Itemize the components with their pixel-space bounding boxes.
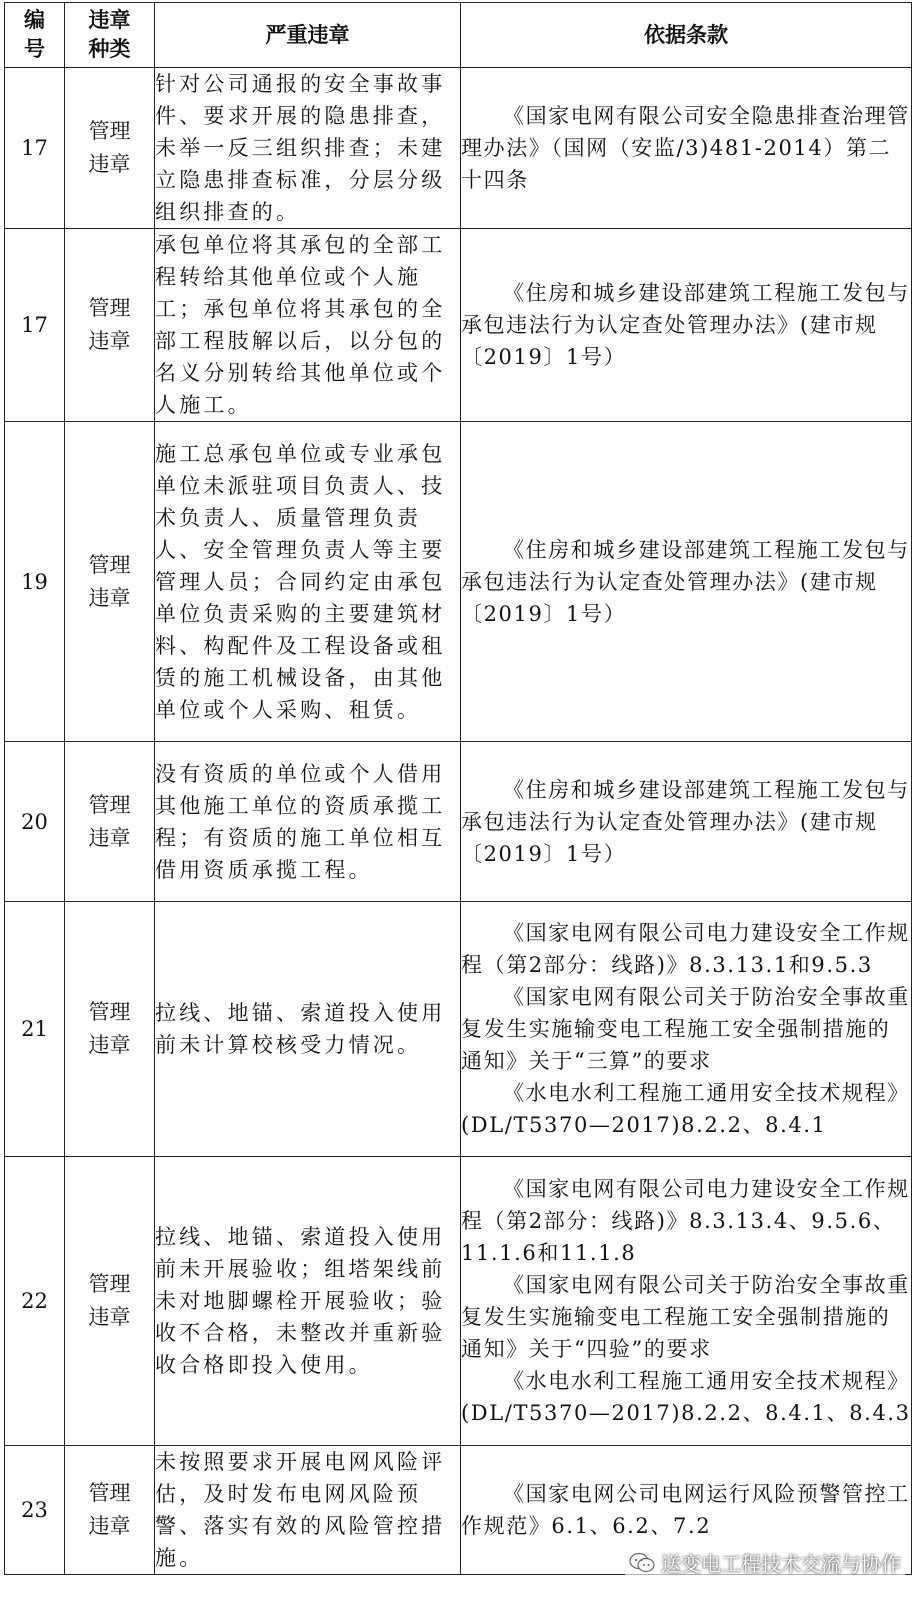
violation-type [65, 742, 155, 902]
row-number: 22 [5, 1157, 65, 1446]
violation-type [65, 1446, 155, 1575]
violation-type-line: 管理 [88, 792, 131, 817]
violation-type [65, 1157, 155, 1446]
basis-paragraph: 《住房和城乡建设部建筑工程施工发包与承包违法行为认定查处管理办法》(建市规〔2019〕1号） [461, 537, 910, 626]
table-row [5, 1157, 912, 1446]
row-number: 23 [5, 1446, 65, 1575]
violation-table [4, 2, 912, 1575]
table-row [5, 902, 912, 1157]
violation-type-line: 违章 [88, 1033, 131, 1057]
violation-type-line: 违章 [88, 152, 131, 176]
violation-type [65, 229, 155, 422]
basis-paragraph: 《水电水利工程施工通用安全技术规程》(DL/T5370—2017)8.2.2、8.4.1、8.4.3 [461, 1369, 911, 1425]
basis-paragraph: 《住房和城乡建设部建筑工程施工发包与承包违法行为认定查处管理办法》(建市规〔2019〕1号） [461, 281, 910, 369]
serious-violation-text: 承包单位将其承包的全部工程转给其他单位或个人施工；承包单位将其承包的全部工程肢解以后，以分包的名义分别转给其他单位或个人施工。 [155, 229, 461, 422]
violation-type [65, 422, 155, 742]
violation-type-line: 违章 [88, 585, 131, 610]
watermark-text: 送变电工程技术交流与协作 [661, 1552, 901, 1576]
wechat-icon [629, 1552, 655, 1574]
row-number: 17 [5, 229, 65, 422]
table-row [5, 68, 912, 229]
basis-paragraph: 《国家电网有限公司电力建设安全工作规程（第2部分：线路)》8.3.13.4、9.5.6、11.1.6和11.1.8 [461, 1177, 910, 1265]
basis-paragraph: 《国家电网有限公司电力建设安全工作规程（第2部分：线路)》8.3.13.1和9.5.3 [461, 921, 910, 977]
header-violation-type: 违章种类 [65, 3, 155, 68]
serious-violation-text: 拉线、地锚、索道投入使用前未计算校核受力情况。 [155, 902, 461, 1157]
violation-type-line: 管理 [88, 552, 131, 577]
basis-clause [461, 422, 912, 742]
violation-type-line: 违章 [88, 329, 131, 353]
violation-type [65, 902, 155, 1157]
violation-type-line: 管理 [88, 119, 131, 143]
header-basis: 依据条款 [461, 3, 912, 68]
violation-type-line: 管理 [88, 1481, 131, 1505]
table-header-row [5, 3, 912, 68]
basis-clause [461, 229, 912, 422]
violation-type [65, 68, 155, 229]
header-serious-violation: 严重违章 [155, 3, 461, 68]
violation-type-line: 违章 [88, 1514, 131, 1538]
table-row [5, 229, 912, 422]
basis-paragraph: 《水电水利工程施工通用安全技术规程》(DL/T5370—2017)8.2.2、8.4.1 [461, 1081, 910, 1137]
serious-violation-text: 未按照要求开展电网风险评估，及时发布电网风险预警、落实有效的风险管控措施。 [155, 1446, 461, 1575]
header-number: 编号 [5, 3, 65, 68]
basis-clause [461, 68, 912, 229]
watermark [625, 1548, 905, 1577]
serious-violation-text: 施工总承包单位或专业承包单位未派驻项目负责人、技术负责人、质量管理负责人、安全管理负责人等主要管理人员；合同约定由承包单位负责采购的主要建筑材料、构配件及工程设备或租赁的施工机械设备，由其他单位或个人采购、租赁。 [155, 422, 461, 742]
table-row [5, 422, 912, 742]
basis-clause [461, 742, 912, 902]
violation-type-line: 违章 [88, 825, 131, 850]
basis-paragraph: 《国家电网有限公司安全隐患排查治理管理办法》（国网（安监/3)481-2014）第二十四条 [461, 104, 910, 192]
basis-paragraph: 《国家电网公司电网运行风险预警管控工作规范》6.1、6.2、7.2 [461, 1482, 910, 1538]
basis-paragraph: 《国家电网有限公司关于防治安全事故重复发生实施输变电工程施工安全强制措施的通知》关于“三算”的要求 [461, 985, 910, 1073]
row-number: 20 [5, 742, 65, 902]
table-row [5, 742, 912, 902]
violation-type-line: 管理 [88, 1000, 131, 1024]
basis-paragraph: 《国家电网有限公司关于防治安全事故重复发生实施输变电工程施工安全强制措施的通知》关于“四验”的要求 [461, 1273, 910, 1361]
violation-type-line: 管理 [88, 296, 131, 320]
serious-violation-text: 没有资质的单位或个人借用其他施工单位的资质承揽工程；有资质的施工单位相互借用资质承揽工程。 [155, 742, 461, 902]
violation-type-line: 管理 [88, 1272, 131, 1296]
row-number: 17 [5, 68, 65, 229]
basis-paragraph: 《住房和城乡建设部建筑工程施工发包与承包违法行为认定查处管理办法》(建市规〔2019〕1号） [461, 777, 910, 866]
row-number: 19 [5, 422, 65, 742]
basis-clause [461, 1157, 912, 1446]
violation-type-line: 违章 [88, 1305, 131, 1329]
row-number: 21 [5, 902, 65, 1157]
serious-violation-text: 拉线、地锚、索道投入使用前未开展验收；组塔架线前未对地脚螺栓开展验收；验收不合格，未整改并重新验收合格即投入使用。 [155, 1157, 461, 1446]
basis-clause [461, 902, 912, 1157]
serious-violation-text: 针对公司通报的安全事故事件、要求开展的隐患排查，未举一反三组织排查；未建立隐患排查标准，分层分级组织排查的。 [155, 68, 461, 229]
